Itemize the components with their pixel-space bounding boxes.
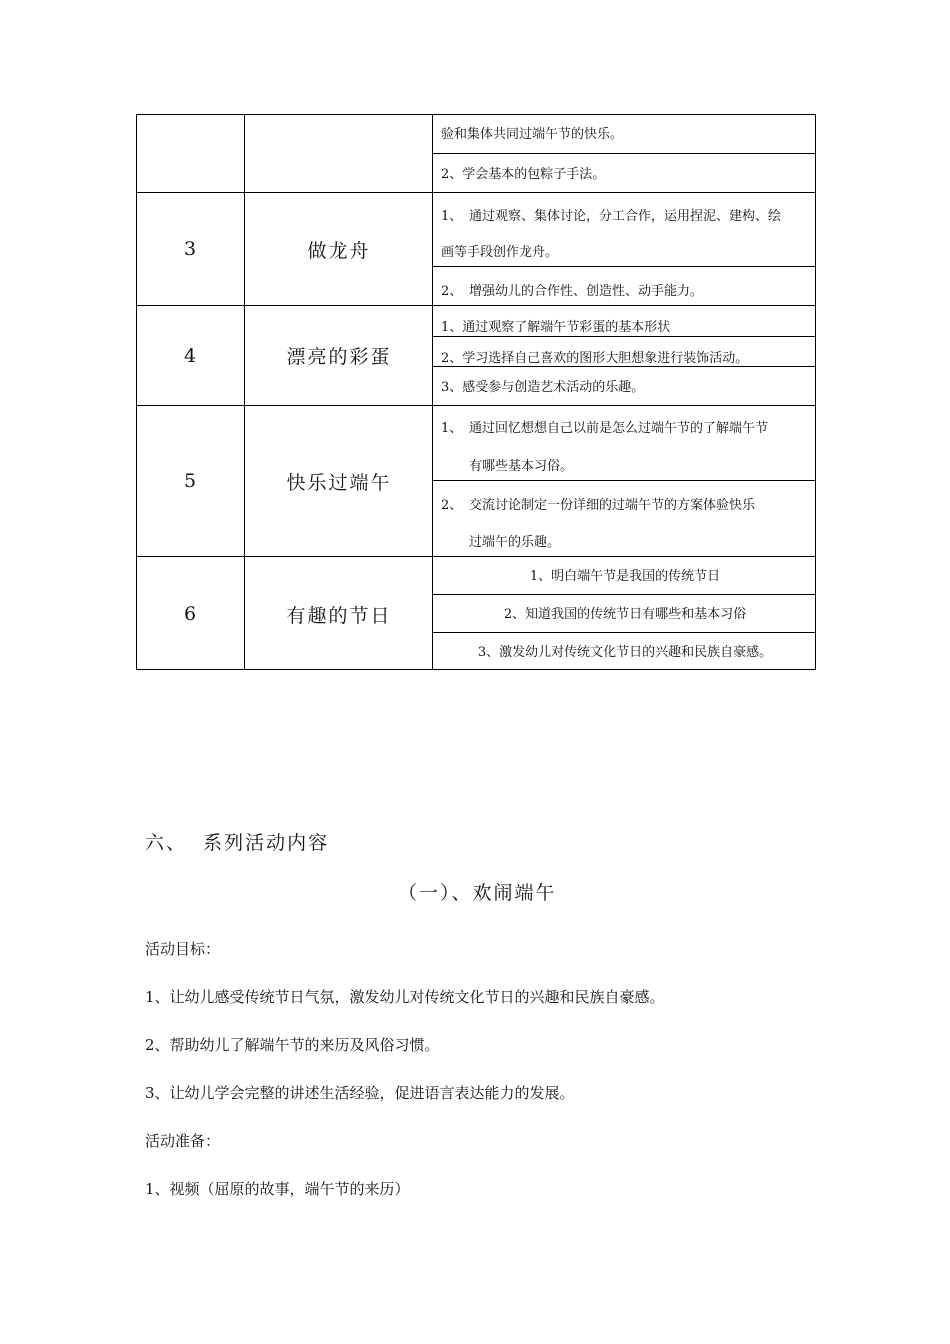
goal-divider [433, 480, 815, 481]
goal-text: 增强幼儿的合作性、创造性、动手能力。 [469, 284, 704, 299]
row-number: 5 [183, 470, 199, 492]
goal-item: 2、帮助幼儿了解端午节的来历及风俗习惯。 [145, 1036, 440, 1054]
goal-divider [433, 153, 815, 154]
goal-text: 2、学习选择自己喜欢的图形大胆想象进行装饰活动。 [441, 351, 749, 366]
goal-text: 2、学会基本的包粽子手法。 [441, 167, 606, 182]
goal-prefix: 2、 [441, 498, 463, 513]
goal-divider [433, 632, 815, 633]
activity-title: 有趣的节日 [286, 604, 392, 627]
goal-text: 画等手段创作龙舟。 [441, 245, 559, 260]
goal-text: 过端午的乐趣。 [469, 535, 561, 550]
goal-text: 3、激发幼儿对传统文化节日的兴趣和民族自豪感。 [477, 645, 773, 660]
goal-text: 通过回忆想想自己以前是怎么过端午节的了解端午节 [469, 421, 769, 436]
goal-text: 3、感受参与创造艺术活动的乐趣。 [441, 380, 645, 395]
activity-table [136, 114, 816, 670]
goal-text: 有哪些基本习俗。 [469, 459, 574, 474]
goal-divider [433, 266, 815, 267]
row-number: 3 [183, 238, 199, 260]
section-subheading: （一）、欢闹端午 [398, 882, 557, 904]
goal-item: 1、让幼儿感受传统节日气氛，激发幼儿对传统文化节日的兴趣和民族自豪感。 [145, 988, 665, 1006]
goals-label: 活动目标： [145, 940, 221, 958]
activity-title: 快乐过端午 [286, 471, 392, 494]
goal-item: 3、让幼儿学会完整的讲述生活经验，促进语言表达能力的发展。 [145, 1084, 575, 1102]
goal-text: 通过观察、集体讨论，分工合作，运用捏泥、建构、绘 [469, 209, 782, 224]
goal-prefix: 1、 [441, 421, 463, 436]
goal-text: 验和集体共同过端午节的快乐。 [441, 127, 624, 142]
activity-title: 做龙舟 [307, 239, 371, 262]
goal-divider [433, 594, 815, 595]
prep-label: 活动准备： [145, 1132, 221, 1150]
row-number: 4 [183, 344, 199, 367]
row-number: 6 [183, 603, 199, 625]
goal-prefix: 2、 [441, 284, 463, 299]
goal-prefix: 1、 [441, 209, 463, 224]
activity-title: 漂亮的彩蛋 [286, 346, 392, 368]
section-heading: 六、 系列活动内容 [145, 832, 330, 854]
goal-text: 1、通过观察了解端午节彩蛋的基本形状 [441, 320, 671, 335]
goal-text: 2、知道我国的传统节日有哪些和基本习俗 [503, 607, 747, 622]
goal-text: 1、明白端午节是我国的传统节日 [529, 569, 721, 584]
prep-item: 1、视频（屈原的故事，端午节的来历） [145, 1180, 410, 1198]
goal-text: 交流讨论制定一份详细的过端午节的方案体验快乐 [469, 498, 756, 513]
